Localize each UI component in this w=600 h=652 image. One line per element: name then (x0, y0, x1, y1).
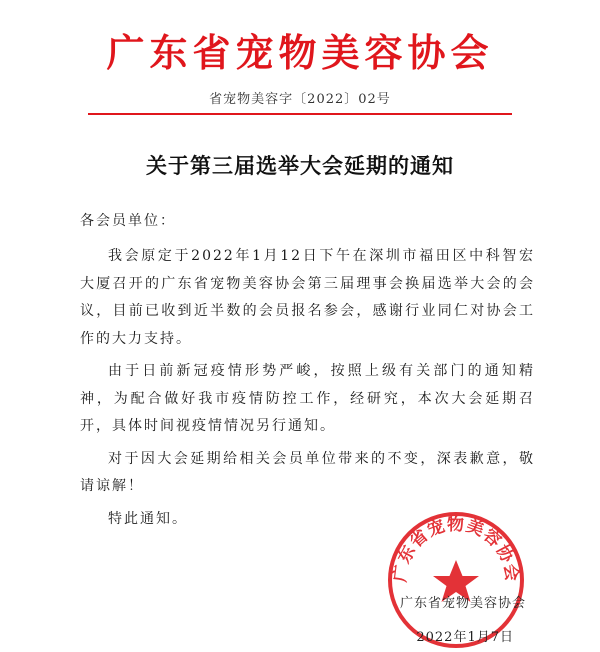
salutation: 各会员单位： (80, 213, 176, 229)
paragraph-2: 由于日前新冠疫情形势严峻，按照上级有关部门的通知精神，为配合做好我市疫情防控工作，经研究，本次大会延期召开，具体时间视疫情情况另行通知。 (80, 363, 535, 434)
paragraph-3: 对于因大会延期给相关会员单位带来的不变，深表歉意，敬请谅解！ (80, 450, 535, 494)
notice-title: 关于第三届选举大会延期的通知 (146, 153, 454, 178)
notice-body (80, 243, 535, 538)
org-header-title: 广东省宠物美容协会 (106, 30, 494, 75)
red-divider-line (88, 113, 512, 115)
paragraph-1: 我会原定于2022年1月12日下午在深圳市福田区中科智宏大厦召开的广东省宠物美容协会第三届理事会换届选举大会的会议，目前已收到近半数的会员报名参会，感谢行业同仁对协会工作的大力支持。 (80, 248, 535, 347)
signature-date: 2022年1月7日 (416, 630, 514, 645)
document-number: 省宠物美容字〔2022〕02号 (209, 92, 391, 107)
paragraph-4: 特此通知。 (108, 510, 188, 527)
signature-org: 广东省宠物美容协会 (399, 596, 526, 611)
svg-text:广东省宠物美容协会: 广东省宠物美容协会 (390, 514, 522, 584)
